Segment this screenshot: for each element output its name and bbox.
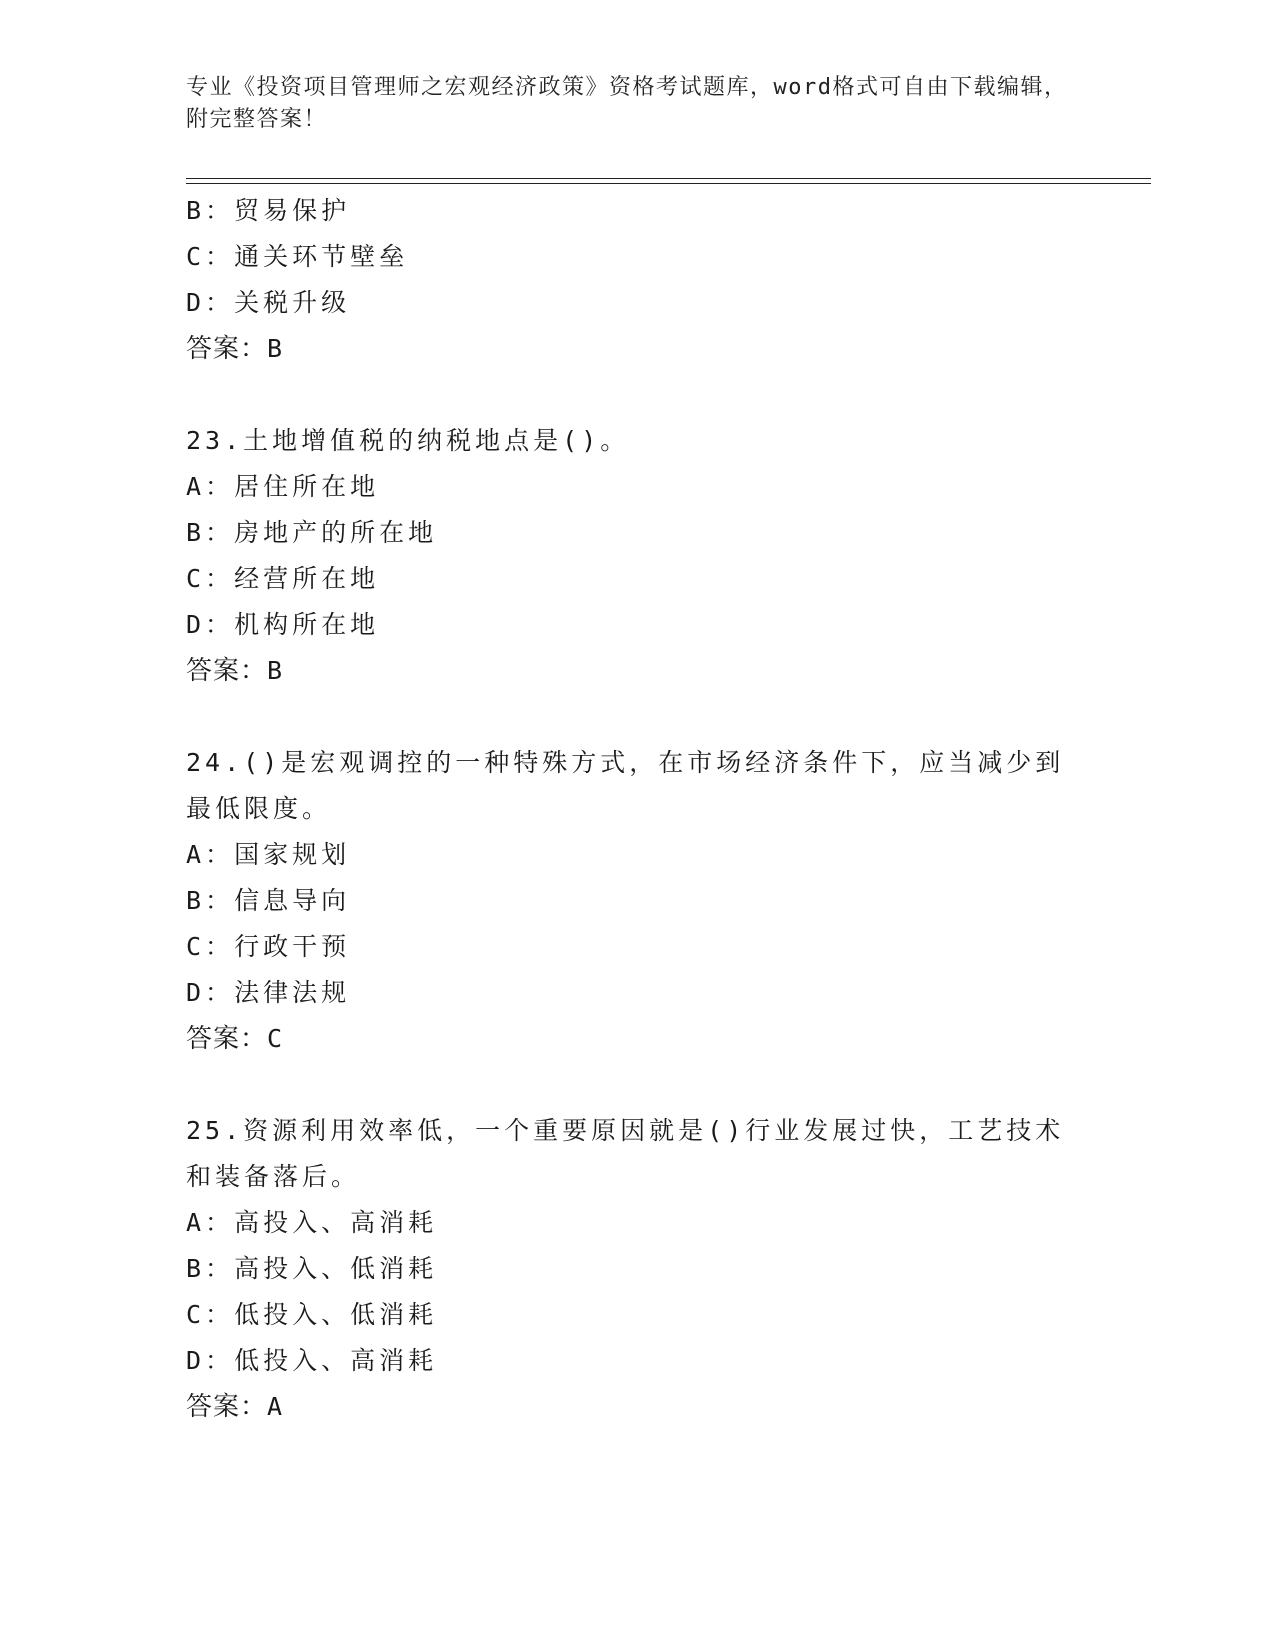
option-c (186, 1292, 1106, 1338)
question-stem: 24.()是宏观调控的一种特殊方式，在市场经济条件下，应当减少到最低限度。 (186, 748, 1065, 823)
answer-value: A (267, 1392, 284, 1421)
option-text: 行政干预 (234, 932, 351, 961)
option-text: 机构所在地 (234, 610, 380, 639)
option-letter: D： (186, 610, 235, 639)
option-text: 低投入、高消耗 (234, 1346, 438, 1375)
answer-line (186, 326, 1106, 372)
option-text: 通关环节壁垒 (234, 242, 409, 271)
answer-value: C (267, 1024, 284, 1053)
option-d (186, 1338, 1106, 1384)
answer-line (186, 1384, 1106, 1430)
option-text: 高投入、高消耗 (234, 1208, 438, 1237)
question-stem: 23.土地增值税的纳税地点是()。 (186, 426, 630, 455)
question-25 (186, 1108, 1106, 1430)
option-text: 贸易保护 (234, 196, 351, 225)
header-divider-bottom (186, 183, 1151, 184)
option-text: 房地产的所在地 (234, 518, 438, 547)
option-letter: B： (186, 886, 235, 915)
option-letter: B： (186, 1254, 235, 1283)
option-letter: C： (186, 564, 235, 593)
answer-line (186, 648, 1106, 694)
option-b (186, 510, 1106, 556)
option-text: 高投入、低消耗 (234, 1254, 438, 1283)
option-b (186, 188, 1106, 234)
option-letter: C： (186, 242, 235, 271)
option-letter: A： (186, 472, 235, 501)
question-list (186, 188, 1106, 1430)
option-a (186, 832, 1106, 878)
option-letter: B： (186, 196, 235, 225)
option-letter: A： (186, 840, 235, 869)
document-header: 专业《投资项目管理师之宏观经济政策》资格考试题库，word格式可自由下载编辑，附完整答案！ (186, 75, 1068, 132)
option-letter: D： (186, 978, 235, 1007)
option-text: 信息导向 (234, 886, 351, 915)
answer-line (186, 1016, 1106, 1062)
answer-label: 答案： (186, 1392, 268, 1422)
option-b (186, 1246, 1106, 1292)
answer-label: 答案： (186, 334, 268, 364)
answer-label: 答案： (186, 656, 268, 686)
option-text: 国家规划 (234, 840, 351, 869)
option-text: 经营所在地 (234, 564, 380, 593)
option-text: 居住所在地 (234, 472, 380, 501)
option-letter: D： (186, 1346, 235, 1375)
question-22-partial (186, 188, 1106, 372)
option-text: 低投入、低消耗 (234, 1300, 438, 1329)
option-a (186, 464, 1106, 510)
option-letter: A： (186, 1208, 235, 1237)
answer-value: B (267, 656, 284, 685)
option-b (186, 878, 1106, 924)
option-c (186, 234, 1106, 280)
option-c (186, 556, 1106, 602)
option-a (186, 1200, 1106, 1246)
option-d (186, 970, 1106, 1016)
option-letter: C： (186, 932, 235, 961)
option-text: 法律法规 (234, 978, 351, 1007)
option-letter: B： (186, 518, 235, 547)
option-c (186, 924, 1106, 970)
answer-value: B (267, 334, 284, 363)
question-24 (186, 740, 1106, 1062)
answer-label: 答案： (186, 1024, 268, 1054)
header-divider-top (186, 178, 1151, 179)
option-d (186, 280, 1106, 326)
option-letter: D： (186, 288, 235, 317)
option-d (186, 602, 1106, 648)
question-23 (186, 418, 1106, 694)
question-stem: 25.资源利用效率低，一个重要原因就是()行业发展过快，工艺技术和装备落后。 (186, 1116, 1065, 1191)
option-letter: C： (186, 1300, 235, 1329)
option-text: 关税升级 (234, 288, 351, 317)
